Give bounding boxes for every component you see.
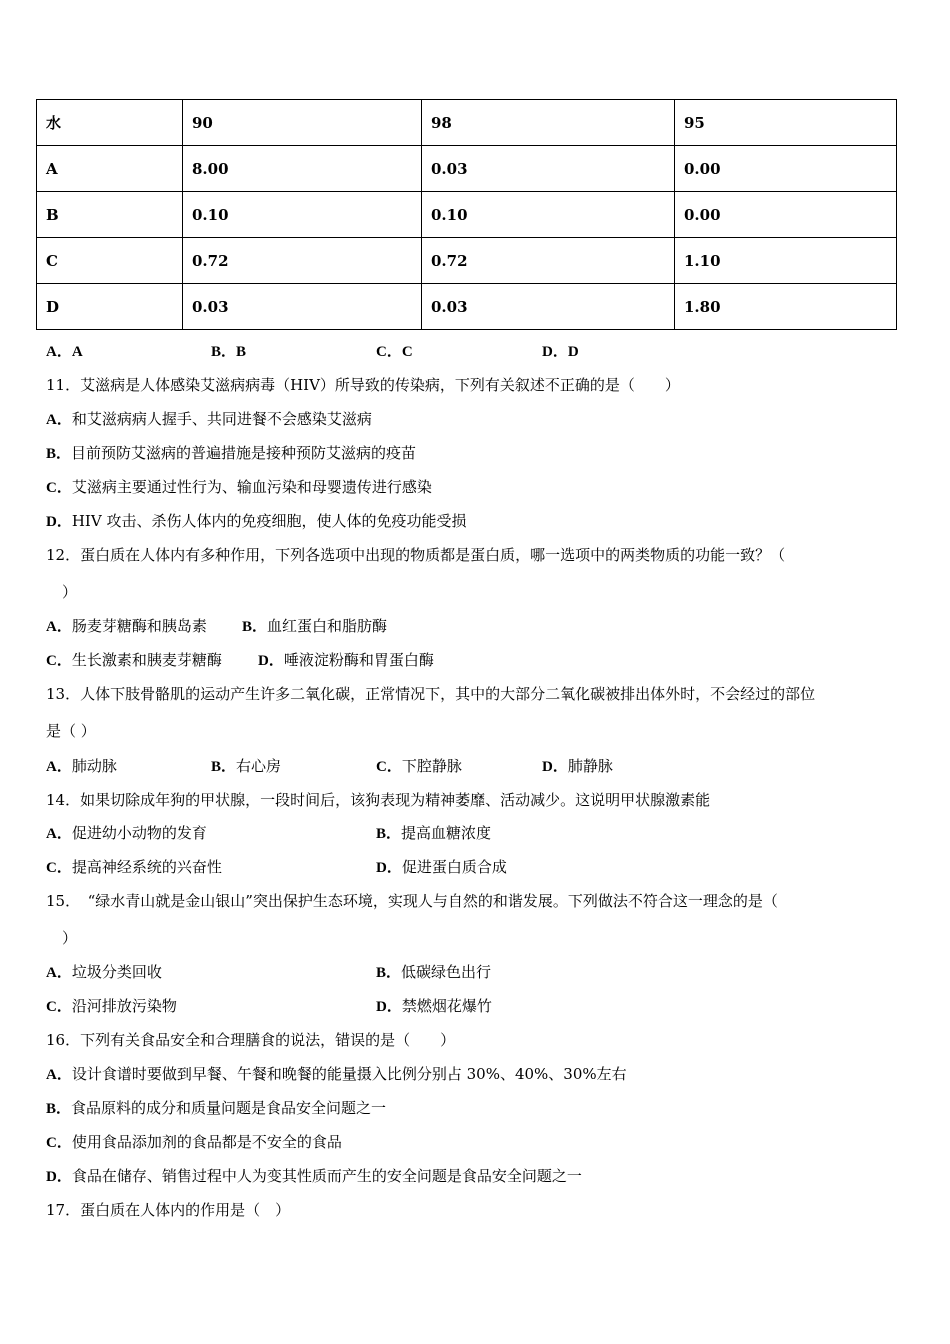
option-label: B． [376, 826, 402, 842]
table-row [37, 146, 897, 192]
table-cell: 水 [37, 100, 183, 146]
table-cell: 0.72 [422, 238, 675, 284]
q13-option-b [211, 756, 281, 777]
q13-option-c [376, 756, 462, 777]
table-cell: B [37, 192, 183, 238]
option-text: 目前预防艾滋病的普遍措施是接种预防艾滋病的疫苗 [71, 444, 417, 462]
option-text: 下腔静脉 [401, 757, 462, 775]
q14-option-a [46, 823, 207, 844]
option-text: A [71, 344, 83, 360]
q12-option-a [46, 616, 207, 637]
q11-option-b [46, 443, 416, 464]
q15-option-c [46, 996, 177, 1017]
option-text: 促进蛋白质合成 [401, 858, 507, 876]
option-label: D． [376, 860, 402, 876]
option-text: 使用食品添加剂的食品都是不安全的食品 [71, 1133, 342, 1151]
table-row [37, 192, 897, 238]
q14-option-d [376, 857, 507, 878]
data-table [36, 99, 897, 330]
table-cell: C [37, 238, 183, 284]
option-label: C． [46, 999, 72, 1015]
question-14-stem: 14．如果切除成年狗的甲状腺，一段时间后，该狗表现为精神萎靡、活动减少。这说明甲状腺激素能 [46, 791, 711, 809]
q16-option-a [46, 1064, 627, 1085]
table-cell: 0.03 [422, 284, 675, 330]
q10-option-b [211, 341, 246, 362]
option-text: 血红蛋白和脂肪酶 [267, 617, 388, 635]
q15-option-a [46, 962, 162, 983]
option-text: 低碳绿色出行 [401, 963, 492, 981]
option-label: C． [46, 653, 72, 669]
table-cell: 98 [422, 100, 675, 146]
option-label: B． [46, 446, 72, 462]
q13-option-d [542, 756, 613, 777]
option-label: D． [542, 344, 568, 360]
question-13-stem: 13．人体下肢骨骼肌的运动产生许多二氧化碳，正常情况下，其中的大部分二氧化碳被排出体外时，不会经过的部位 [46, 685, 816, 703]
q11-option-d [46, 511, 466, 532]
option-text: 食品在储存、销售过程中人为变其性质而产生的安全问题是食品安全问题之一 [71, 1167, 582, 1185]
option-text: 和艾滋病病人握手、共同进餐不会感染艾滋病 [71, 410, 372, 428]
q12-option-d [258, 650, 434, 671]
option-text: 垃圾分类回收 [71, 963, 162, 981]
option-label: C． [376, 344, 402, 360]
q11-option-a [46, 409, 372, 430]
q12-option-b [242, 616, 387, 637]
option-label: B． [376, 965, 402, 981]
q14-option-b [376, 823, 491, 844]
option-label: A． [46, 965, 72, 981]
q15-option-b [376, 962, 491, 983]
table-cell: A [37, 146, 183, 192]
question-12-stem-cont: ） [62, 583, 78, 601]
table-row [37, 100, 897, 146]
option-label: A． [46, 344, 72, 360]
table-cell: 1.10 [675, 238, 897, 284]
question-13-stem-cont: 是（ ） [46, 722, 96, 740]
question-15-stem-cont: ） [62, 929, 78, 947]
q12-option-c [46, 650, 222, 671]
table-cell: D [37, 284, 183, 330]
option-text: 促进幼小动物的发育 [71, 824, 207, 842]
option-label: A． [46, 1067, 72, 1083]
q10-option-d [542, 341, 579, 362]
option-label: C． [376, 759, 402, 775]
option-text: 唾液淀粉酶和胃蛋白酶 [283, 651, 434, 669]
option-label: B． [211, 759, 237, 775]
table-cell: 0.72 [183, 238, 422, 284]
option-label: A． [46, 619, 72, 635]
table-cell: 0.03 [422, 146, 675, 192]
option-text: 设计食谱时要做到早餐、午餐和晚餐的能量摄入比例分别占 30%、40%、30%左右 [71, 1065, 627, 1083]
q11-option-c [46, 477, 432, 498]
table-cell: 90 [183, 100, 422, 146]
question-12-stem: 12．蛋白质在人体内有多种作用，下列各选项中出现的物质都是蛋白质，哪一选项中的两类物质的功能一致？（ [46, 546, 786, 564]
question-16-stem: 16．下列有关食品安全和合理膳食的说法，错误的是（ ） [46, 1031, 456, 1049]
option-text: HIV 攻击、杀伤人体内的免疫细胞，使人体的免疫功能受损 [71, 512, 467, 530]
table-cell: 0.03 [183, 284, 422, 330]
option-text: 沿河排放污染物 [71, 997, 177, 1015]
option-text: B [236, 344, 247, 360]
option-text: 肺动脉 [71, 757, 117, 775]
option-label: D． [376, 999, 402, 1015]
option-label: A． [46, 759, 72, 775]
q16-option-d [46, 1166, 582, 1187]
option-label: C． [46, 860, 72, 876]
option-text: 禁燃烟花爆竹 [401, 997, 492, 1015]
table-cell: 95 [675, 100, 897, 146]
q10-option-c [376, 341, 413, 362]
option-label: C． [46, 1135, 72, 1151]
option-label: D． [542, 759, 568, 775]
option-label: D． [46, 514, 72, 530]
option-text: 肺静脉 [567, 757, 613, 775]
table-cell: 0.00 [675, 192, 897, 238]
q14-option-c [46, 857, 222, 878]
option-label: C． [46, 480, 72, 496]
table-row [37, 284, 897, 330]
option-text: 提高血糖浓度 [401, 824, 492, 842]
table-cell: 0.00 [675, 146, 897, 192]
question-11-stem: 11．艾滋病是人体感染艾滋病病毒（HIV）所导致的传染病，下列有关叙述不正确的是（ ） [46, 376, 680, 394]
q15-option-d [376, 996, 492, 1017]
option-label: D． [258, 653, 284, 669]
option-label: B． [242, 619, 268, 635]
option-text: 生长激素和胰麦芽糖酶 [71, 651, 222, 669]
table-cell: 0.10 [422, 192, 675, 238]
q16-option-c [46, 1132, 342, 1153]
table-cell: 0.10 [183, 192, 422, 238]
q13-option-a [46, 756, 117, 777]
option-label: B． [46, 1101, 72, 1117]
option-text: 艾滋病主要通过性行为、输血污染和母婴遗传进行感染 [71, 478, 432, 496]
option-text: 右心房 [236, 757, 282, 775]
option-text: 食品原料的成分和质量问题是食品安全问题之一 [71, 1099, 387, 1117]
table-cell: 8.00 [183, 146, 422, 192]
q16-option-b [46, 1098, 386, 1119]
option-label: B． [211, 344, 237, 360]
option-text: 肠麦芽糖酶和胰岛素 [71, 617, 207, 635]
q10-option-a [46, 341, 83, 362]
option-label: A． [46, 826, 72, 842]
table-cell: 1.80 [675, 284, 897, 330]
option-text: D [567, 344, 579, 360]
table-row [37, 238, 897, 284]
question-15-stem: 15． “绿水青山就是金山银山”突出保护生态环境，实现人与自然的和谐发展。下列做法不符合这一理念的是（ [46, 892, 778, 910]
question-17-stem: 17．蛋白质在人体内的作用是（ ） [46, 1201, 291, 1219]
option-label: D． [46, 1169, 72, 1185]
option-text: 提高神经系统的兴奋性 [71, 858, 222, 876]
option-label: A． [46, 412, 72, 428]
option-text: C [401, 344, 413, 360]
